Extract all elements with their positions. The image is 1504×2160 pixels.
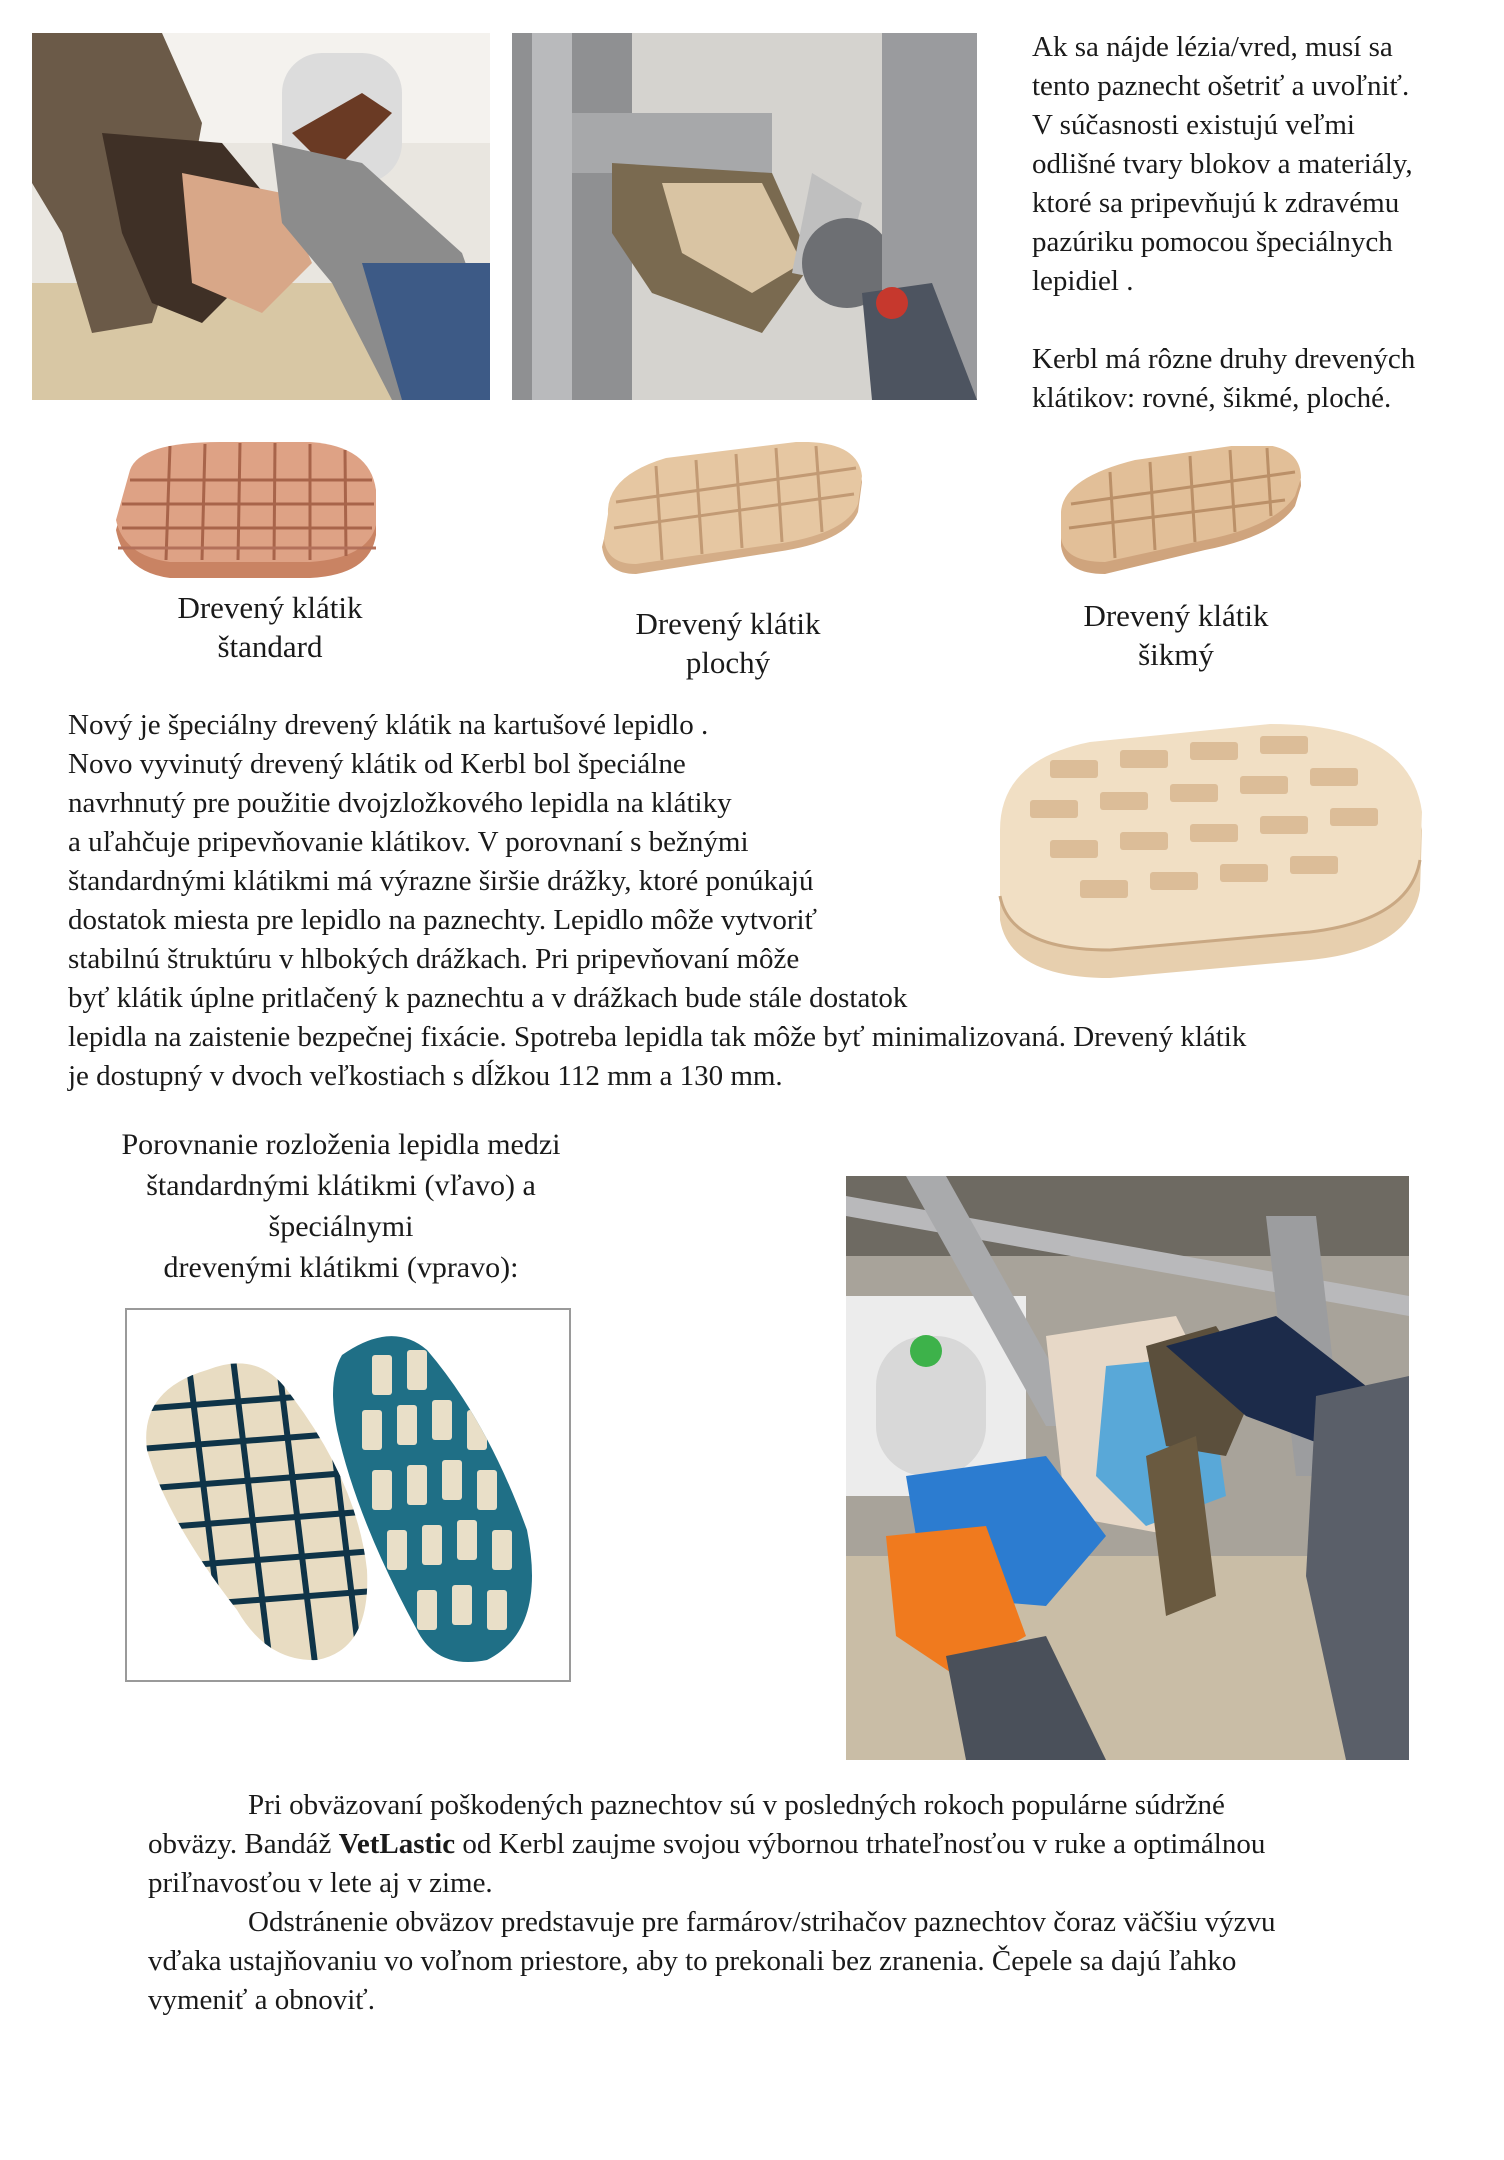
intro-line: Ak sa nájde lézia/vred, musí sa <box>1032 31 1393 63</box>
comparison-line: štandardnými klátikmi (vľavo) a <box>146 1169 536 1202</box>
intro-line: V súčasnosti existujú veľmi <box>1032 109 1355 141</box>
bandage-line: vymeniť a obnoviť. <box>148 1984 375 2016</box>
special-line: navrhnutý pre použitie dvojzložkového lepidla na klátiky <box>68 787 732 819</box>
kerbl-line: Kerbl má rôzne druhy drevených <box>1032 343 1416 375</box>
block-caption-line: Drevený klátik <box>635 606 821 641</box>
comparison-line: Porovnanie rozloženia lepidla medzi <box>121 1128 561 1161</box>
bandage-text: od Kerbl zaujme svojou výbornou trhateľnosťou v ruke a optimálnou <box>455 1828 1266 1860</box>
special-line: a uľahčuje pripevňovanie klátikov. V porovnaní s bežnými <box>68 826 749 858</box>
hoof-knife-photo <box>32 33 490 400</box>
glue-comparison-image <box>125 1308 571 1682</box>
vetlastic-brand: VetLastic <box>338 1828 456 1860</box>
bandage-line: Odstránenie obväzov predstavuje pre farmárov/strihačov paznechtov čoraz väčšiu výzvu <box>248 1906 1276 1938</box>
intro-line: pazúriku pomocou špeciálnych <box>1032 226 1393 258</box>
block-caption-line: Drevený klátik <box>177 590 363 625</box>
bandage-line: priľnavosťou v lete aj v zime. <box>148 1867 493 1899</box>
block-caption-line: Drevený klátik <box>1083 598 1269 633</box>
intro-paragraph <box>1032 28 1482 418</box>
block-standard-image <box>110 440 380 582</box>
special-line: Novo vyvinutý drevený klátik od Kerbl bol špeciálne <box>68 748 686 780</box>
special-line: stabilnú štruktúru v hlbokých drážkach. Pri pripevňovaní môže <box>68 943 800 975</box>
block-caption-line: plochý <box>685 645 771 680</box>
comparison-caption <box>76 1124 606 1288</box>
special-line: lepidla na zaistenie bezpečnej fixácie. Spotreba lepidla tak môže byť minimalizovaná. Drevený klátik <box>68 1021 1247 1053</box>
comparison-line: drevenými klátikmi (vpravo): <box>163 1251 519 1284</box>
intro-line: odlišné tvary blokov a materiály, <box>1032 148 1413 180</box>
special-block-paragraph <box>68 706 1468 1096</box>
block-sloped-image <box>1055 446 1305 576</box>
intro-line: tento paznecht ošetriť a uvoľniť. <box>1032 70 1410 102</box>
bandage-paragraph <box>148 1786 1448 2020</box>
block-standard-caption <box>140 588 400 666</box>
block-caption-line: šikmý <box>1138 637 1214 672</box>
bandage-line: vďaka ustajňovaniu vo voľnom priestore, aby to prekonali bez zranenia. Čepele sa dajú ľahko <box>148 1945 1237 1977</box>
bandage-text: obväzy. Bandáž <box>148 1828 339 1860</box>
block-caption-line: štandard <box>217 629 323 664</box>
intro-line: lepidiel . <box>1032 265 1134 297</box>
block-flat-image <box>596 442 866 582</box>
special-line: byť klátik úplne pritlačený k paznechtu a v drážkach bude stále dostatok <box>68 982 908 1014</box>
special-line: dostatok miesta pre lepidlo na paznechty. Lepidlo môže vytvoriť <box>68 904 817 936</box>
comparison-line: špeciálnymi <box>268 1210 414 1243</box>
bandage-application-photo <box>846 1176 1409 1760</box>
special-line: štandardnými klátikmi má výrazne širšie drážky, ktoré ponúkajú <box>68 865 814 897</box>
block-sloped-caption <box>1046 596 1306 674</box>
hoof-grinder-photo <box>512 33 977 400</box>
bandage-line-brand <box>148 1825 1448 1864</box>
special-line: Nový je špeciálny drevený klátik na kartušové lepidlo . <box>68 709 709 741</box>
intro-line: ktoré sa pripevňujú k zdravému <box>1032 187 1400 219</box>
kerbl-line: klátikov: rovné, šikmé, ploché. <box>1032 382 1392 414</box>
special-line: je dostupný v dvoch veľkostiach s dĺžkou 112 mm a 130 mm. <box>68 1060 783 1092</box>
block-flat-caption <box>598 604 858 682</box>
bandage-line: Pri obväzovaní poškodených paznechtov sú v posledných rokoch populárne súdržné <box>248 1789 1225 1821</box>
